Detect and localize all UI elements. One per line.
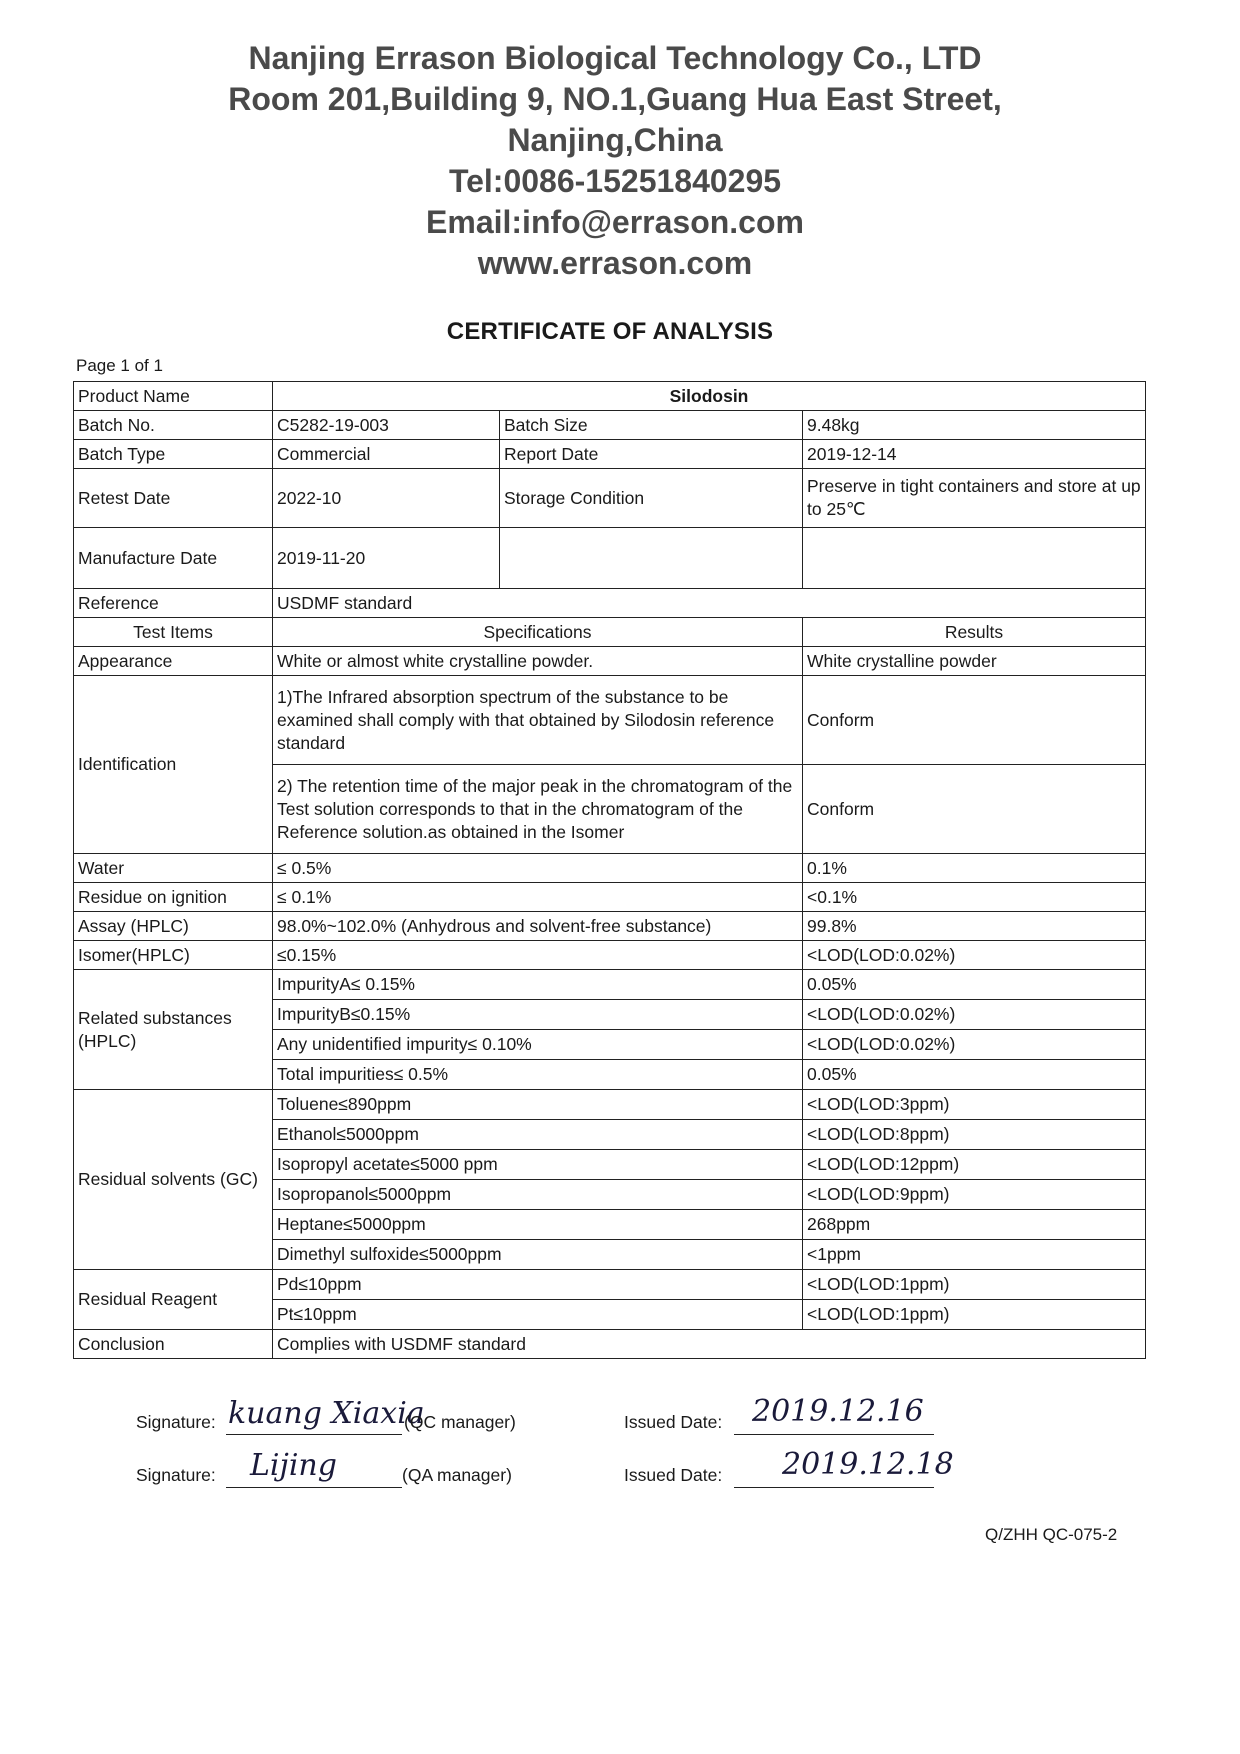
batch-type-value: Commercial (273, 440, 500, 469)
test-spec: ImpurityA≤ 0.15% (273, 970, 803, 1000)
reference-value: USDMF standard (273, 589, 1146, 618)
test-result: 0.05% (803, 1060, 1146, 1090)
page-number: Page 1 of 1 (76, 356, 163, 375)
column-header-results: Results (803, 618, 1146, 647)
qa-signature: Lijing (250, 1448, 337, 1483)
test-item: Residual Reagent (74, 1270, 273, 1330)
company-address-line-2: Nanjing,China (507, 122, 723, 158)
test-result: <1ppm (803, 1240, 1146, 1270)
test-result: White crystalline powder (803, 647, 1146, 676)
company-header (150, 38, 1080, 284)
qa-signature-line (226, 1487, 402, 1488)
test-item: Related substances (HPLC) (74, 970, 273, 1090)
test-spec: White or almost white crystalline powder. (273, 647, 803, 676)
storage-condition-label: Storage Condition (500, 469, 803, 528)
company-email: Email:info@errason.com (426, 204, 804, 240)
retest-date-label: Retest Date (74, 469, 273, 528)
retest-date-value: 2022-10 (273, 469, 500, 528)
table-row (74, 676, 1146, 765)
table-row (74, 912, 1146, 941)
document-title: CERTIFICATE OF ANALYSIS (446, 318, 774, 345)
qa-date-line (734, 1487, 934, 1488)
company-tel: Tel:0086-15251840295 (448, 163, 782, 199)
report-date-label: Report Date (500, 440, 803, 469)
company-website: www.errason.com (477, 245, 753, 281)
qc-date-line (734, 1434, 934, 1435)
test-result: 99.8% (803, 912, 1146, 941)
coa-table (73, 381, 1146, 1359)
test-result: <LOD(LOD:0.02%) (803, 1030, 1146, 1060)
table-row (74, 854, 1146, 883)
batch-no-label: Batch No. (74, 411, 273, 440)
test-result: 268ppm (803, 1210, 1146, 1240)
batch-type-row (74, 440, 1146, 469)
column-header-specifications: Specifications (273, 618, 803, 647)
test-spec: Toluene≤890ppm (273, 1090, 803, 1120)
company-address-line-1: Room 201,Building 9, NO.1,Guang Hua East Street, (228, 81, 1002, 117)
storage-condition-value: Preserve in tight containers and store at up to 25℃ (803, 469, 1146, 528)
test-item: Water (74, 854, 273, 883)
empty-cell (803, 528, 1146, 589)
batch-type-label: Batch Type (74, 440, 273, 469)
test-result: 0.1% (803, 854, 1146, 883)
test-result: Conform (803, 765, 1146, 854)
qc-signature-line (226, 1434, 402, 1435)
test-spec: Isopropyl acetate≤5000 ppm (273, 1150, 803, 1180)
test-spec: Dimethyl sulfoxide≤5000ppm (273, 1240, 803, 1270)
qc-issued-date-label: Issued Date: (624, 1412, 723, 1432)
test-spec: Pt≤10ppm (273, 1300, 803, 1330)
test-spec: 2) The retention time of the major peak in the chromatogram of the Test solution corresponds to that in the chromatogram of the Reference solution.as obtained in the Isomer (273, 765, 803, 854)
test-result: <LOD(LOD:9ppm) (803, 1180, 1146, 1210)
test-result: Conform (803, 676, 1146, 765)
qc-signature-label: Signature: (136, 1412, 216, 1432)
qa-issued-date: 2019.12.18 (782, 1447, 954, 1482)
test-item: Assay (HPLC) (74, 912, 273, 941)
table-row (74, 647, 1146, 676)
test-item: Isomer(HPLC) (74, 941, 273, 970)
table-row (74, 970, 1146, 1000)
manufacture-date-row (74, 528, 1146, 589)
test-item: Conclusion (74, 1330, 273, 1359)
test-spec: ImpurityB≤0.15% (273, 1000, 803, 1030)
test-spec: ≤ 0.1% (273, 883, 803, 912)
table-row (74, 883, 1146, 912)
batch-size-label: Batch Size (500, 411, 803, 440)
table-row (74, 941, 1146, 970)
test-result: <LOD(LOD:1ppm) (803, 1300, 1146, 1330)
test-spec: Pd≤10ppm (273, 1270, 803, 1300)
column-header-test-items: Test Items (74, 618, 273, 647)
test-result: <LOD(LOD:12ppm) (803, 1150, 1146, 1180)
test-result: <LOD(LOD:0.02%) (803, 1000, 1146, 1030)
test-item: Appearance (74, 647, 273, 676)
test-item: Residual solvents (GC) (74, 1090, 273, 1270)
manufacture-date-label: Manufacture Date (74, 528, 273, 589)
conclusion-row (74, 1330, 1146, 1359)
batch-no-value: C5282-19-003 (273, 411, 500, 440)
test-result: <LOD(LOD:8ppm) (803, 1120, 1146, 1150)
manufacture-date-value: 2019-11-20 (273, 528, 500, 589)
test-spec: Ethanol≤5000ppm (273, 1120, 803, 1150)
product-name-value: Silodosin (273, 382, 1146, 411)
test-result: <0.1% (803, 883, 1146, 912)
conclusion-value: Complies with USDMF standard (273, 1330, 1146, 1359)
company-name: Nanjing Errason Biological Technology Co., LTD (248, 40, 982, 76)
qc-issued-date: 2019.12.16 (752, 1394, 924, 1429)
report-date-value: 2019-12-14 (803, 440, 1146, 469)
reference-row (74, 589, 1146, 618)
column-header-row (74, 618, 1146, 647)
qa-issued-date-label: Issued Date: (624, 1465, 723, 1485)
test-result: <LOD(LOD:1ppm) (803, 1270, 1146, 1300)
test-item: Identification (74, 676, 273, 854)
product-name-label: Product Name (74, 382, 273, 411)
batch-no-row (74, 411, 1146, 440)
test-item: Residue on ignition (74, 883, 273, 912)
test-spec: 1)The Infrared absorption spectrum of the substance to be examined shall comply with that obtained by Silodosin reference standard (273, 676, 803, 765)
empty-cell (500, 528, 803, 589)
qc-role: (QC manager) (404, 1412, 516, 1432)
test-result: <LOD(LOD:0.02%) (803, 941, 1146, 970)
test-spec: Total impurities≤ 0.5% (273, 1060, 803, 1090)
document-code: Q/ZHH QC-075-2 (985, 1525, 1118, 1544)
table-row (74, 1090, 1146, 1120)
test-spec: Isopropanol≤5000ppm (273, 1180, 803, 1210)
test-result: <LOD(LOD:3ppm) (803, 1090, 1146, 1120)
test-result: 0.05% (803, 970, 1146, 1000)
retest-date-row (74, 469, 1146, 528)
test-spec: Heptane≤5000ppm (273, 1210, 803, 1240)
qc-signature: kuang Xiaxia (228, 1396, 425, 1431)
qa-signature-label: Signature: (136, 1465, 216, 1485)
test-spec: ≤0.15% (273, 941, 803, 970)
test-spec: ≤ 0.5% (273, 854, 803, 883)
qa-role: (QA manager) (402, 1465, 512, 1485)
test-spec: 98.0%~102.0% (Anhydrous and solvent-free substance) (273, 912, 803, 941)
reference-label: Reference (74, 589, 273, 618)
table-row (74, 1270, 1146, 1300)
product-name-row (74, 382, 1146, 411)
test-spec: Any unidentified impurity≤ 0.10% (273, 1030, 803, 1060)
batch-size-value: 9.48kg (803, 411, 1146, 440)
